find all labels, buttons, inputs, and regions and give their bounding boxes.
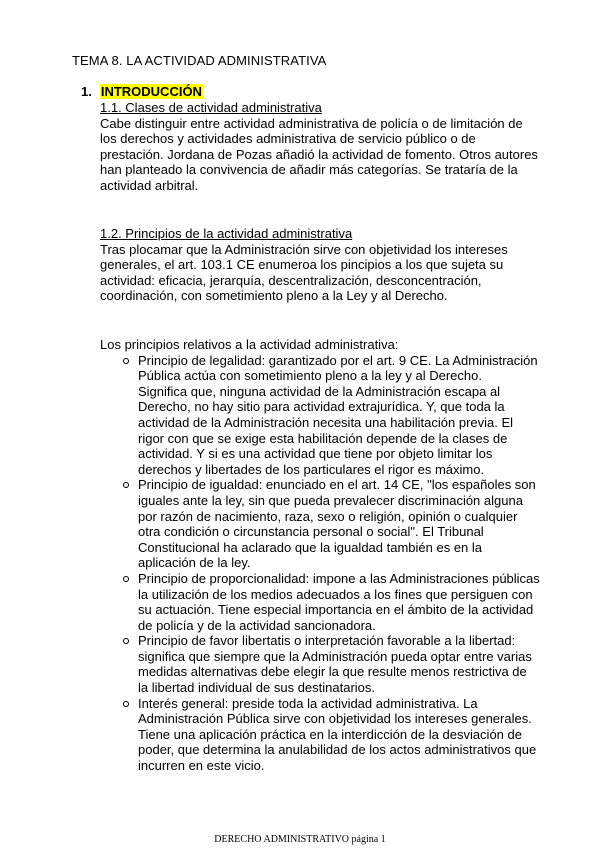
list-item [120,633,540,695]
circle-bullet-icon [123,576,129,582]
principles-list [100,353,540,774]
principles-block [100,337,540,774]
circle-bullet-icon [123,358,129,364]
principles-lead: Los principios relativos a la actividad administrativa: [100,337,399,352]
list-item [120,353,540,478]
circle-bullet-icon [123,701,129,707]
subsection-1-1-heading: 1.1. Clases de actividad administrativa [100,100,322,115]
subsection-1-1-text: Cabe distinguir entre actividad administrativa de policía o de limitación de los derechos y actividades administrativa de servicio público o de prestación. Jordana de Pozas añadió la actividad de fomento. Otros autores han planteado la convivencia de añadir más categorías. Se trataría de la actividad arbitral. [100,115,538,193]
circle-bullet-icon [123,638,129,644]
principle-text: Principio de proporcionalidad: impone a las Administraciones públicas la utilización de los medios adecuados a los fines que persiguen con su actuación. Tiene especial importancia en el ámbito de la actividad de policía y de la actividad sancionadora. [138,570,540,633]
section-heading [81,84,203,99]
list-item [120,477,540,571]
list-item [120,696,540,774]
principle-text: Principio de favor libertatis o interpretación favorable a la libertad: significa que siempre que la Administración pueda optar entre varias medidas alternativas debe elegir la que resulte menos restrictiva de la libertad individual de sus destinatarios. [138,633,532,696]
principle-extra-text: Significa que, ninguna actividad de la Administración escapa al Derecho, no hay sitio para actividad extrajurídica. Y, que toda la actividad de la Administración necesita una habilitación previa. El rigor con que se exige esta habilitación depende de la clases de actividad. Y si es una actividad que tiene por objeto limitar los derechos y libertades de los particulares el rigor es máximo. [138,383,514,477]
principle-text: Interés general: preside toda la actividad administrativa. La Administración Pública sirve con objetividad los intereses generales. Tiene una aplicación práctica en la interdicción de la desviación de poder, que determina la anulabilidad de los actos administrativos que incurren en este vicio. [138,695,537,774]
page-footer: DERECHO ADMINISTRATIVO página 1 [214,834,386,845]
subsection-1-2-text: Tras plocamar que la Administración sirve con objetividad los intereses generales, el art. 103.1 CE enumeroa los pincipios a los que sujeta su actividad: eficacia, jerarquía, descentralización, desconcentración, coordinación, con sometimiento pleno a la Ley y al Derecho. [100,241,508,304]
circle-bullet-icon [123,482,129,488]
highlighted-heading: INTRODUCCIÓN [100,84,202,99]
principle-text: Principio de legalidad: garantizado por el art. 9 CE. La Administración Pública actúa con sometimiento pleno a la ley y al Derecho. [138,352,538,384]
principle-text: Principio de igualdad: enunciado en el art. 14 CE, "los españoles son iguales ante la ley, sin que pueda prevalecer discriminación alguna por razón de nacimiento, raza, sexo o religión, opinión o cualquier otra condición o circunstancia personal o social". El Tribunal Constitucional ha aclarado que la igualdad también es en la aplicación de la ley. [138,477,536,571]
subsection-1-2-heading: 1.2. Principios de la actividad administrativa [100,226,353,241]
subsection-1-2 [100,226,540,304]
subsection-1-1 [100,100,540,194]
list-item [120,571,540,633]
document-title: TEMA 8. LA ACTIVIDAD ADMINISTRATIVA [72,53,327,68]
section-number: 1. [81,84,92,99]
